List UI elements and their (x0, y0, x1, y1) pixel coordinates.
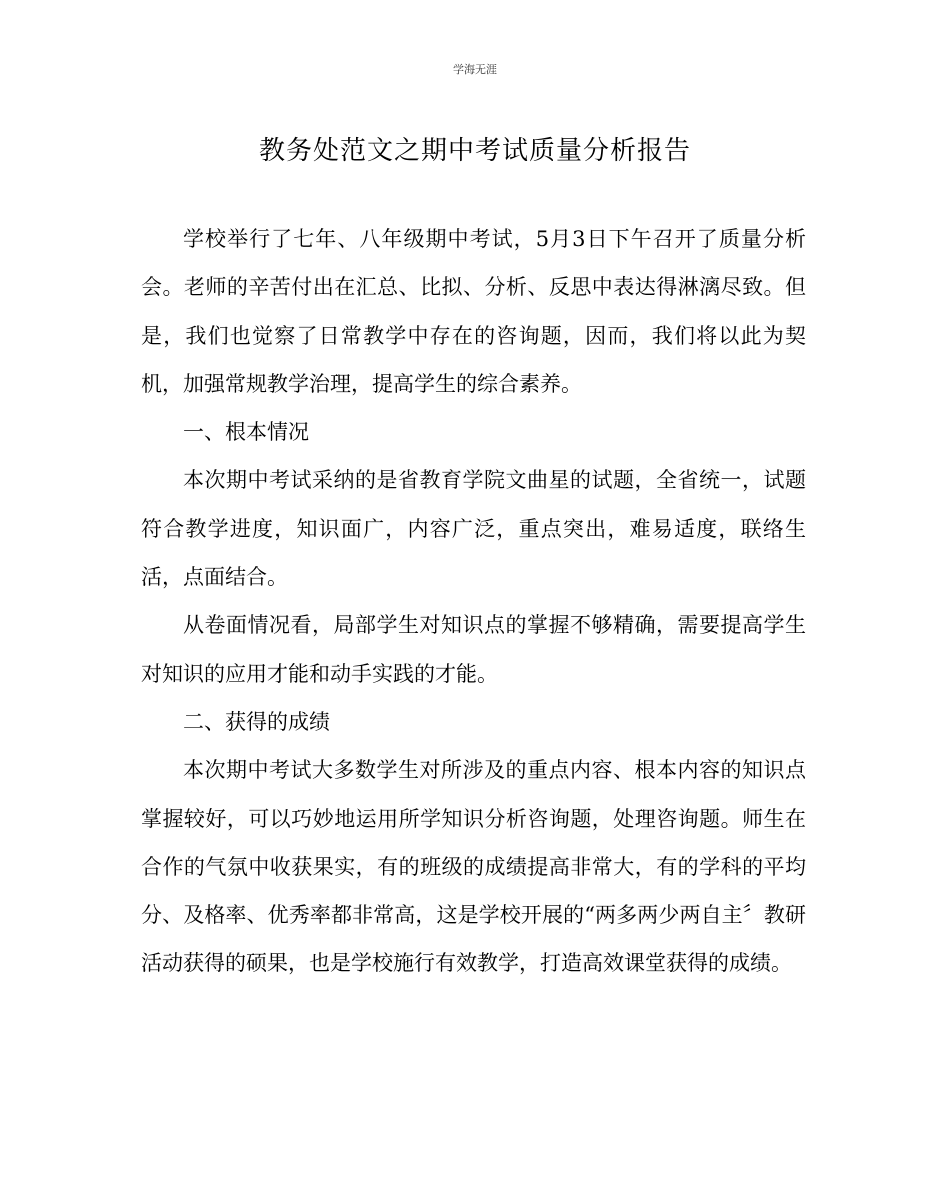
paragraph-intro: 学校举行了七年、八年级期中考试，5月3日下午召开了质量分析会。老师的辛苦付出在汇总、比拟、分析、反思中表达得淋漓尽致。但是，我们也觉察了日常教学中存在的咨询题，因而，我们将以此为契机，加强常规教学治理，提高学生的综合素养。 (141, 227, 806, 396)
page-header: 学海无涯 (453, 63, 497, 76)
document-body (141, 215, 806, 988)
section-heading-achievements: 二、获得的成绩 (183, 709, 330, 734)
paragraph-achievements: 本次期中考试大多数学生对所涉及的重点内容、根本内容的知识点掌握较好，可以巧妙地运用所学知识分析咨询题，处理咨询题。师生在合作的气氛中收获果实，有的班级的成绩提高非常大，有的学科的平均分、及格率、优秀率都非常高，这是学校开展的“两多两少两自主〞教研活动获得的硕果，也是学校施行有效教学，打造高效课堂获得的成绩。 (141, 758, 806, 976)
paragraph-exam-description: 本次期中考试采纳的是省教育学院文曲星的试题，全省统一，试题符合教学进度，知识面广，内容广泛，重点突出，难易适度，联络生活，点面结合。 (141, 468, 806, 590)
paragraph-paper-observation: 从卷面情况看，局部学生对知识点的掌握不够精确，需要提高学生对知识的应用才能和动手实践的才能。 (141, 613, 806, 686)
document-title: 教务处范文之期中考试质量分析报告 (258, 136, 691, 166)
section-heading-basic-situation: 一、根本情况 (183, 420, 309, 445)
